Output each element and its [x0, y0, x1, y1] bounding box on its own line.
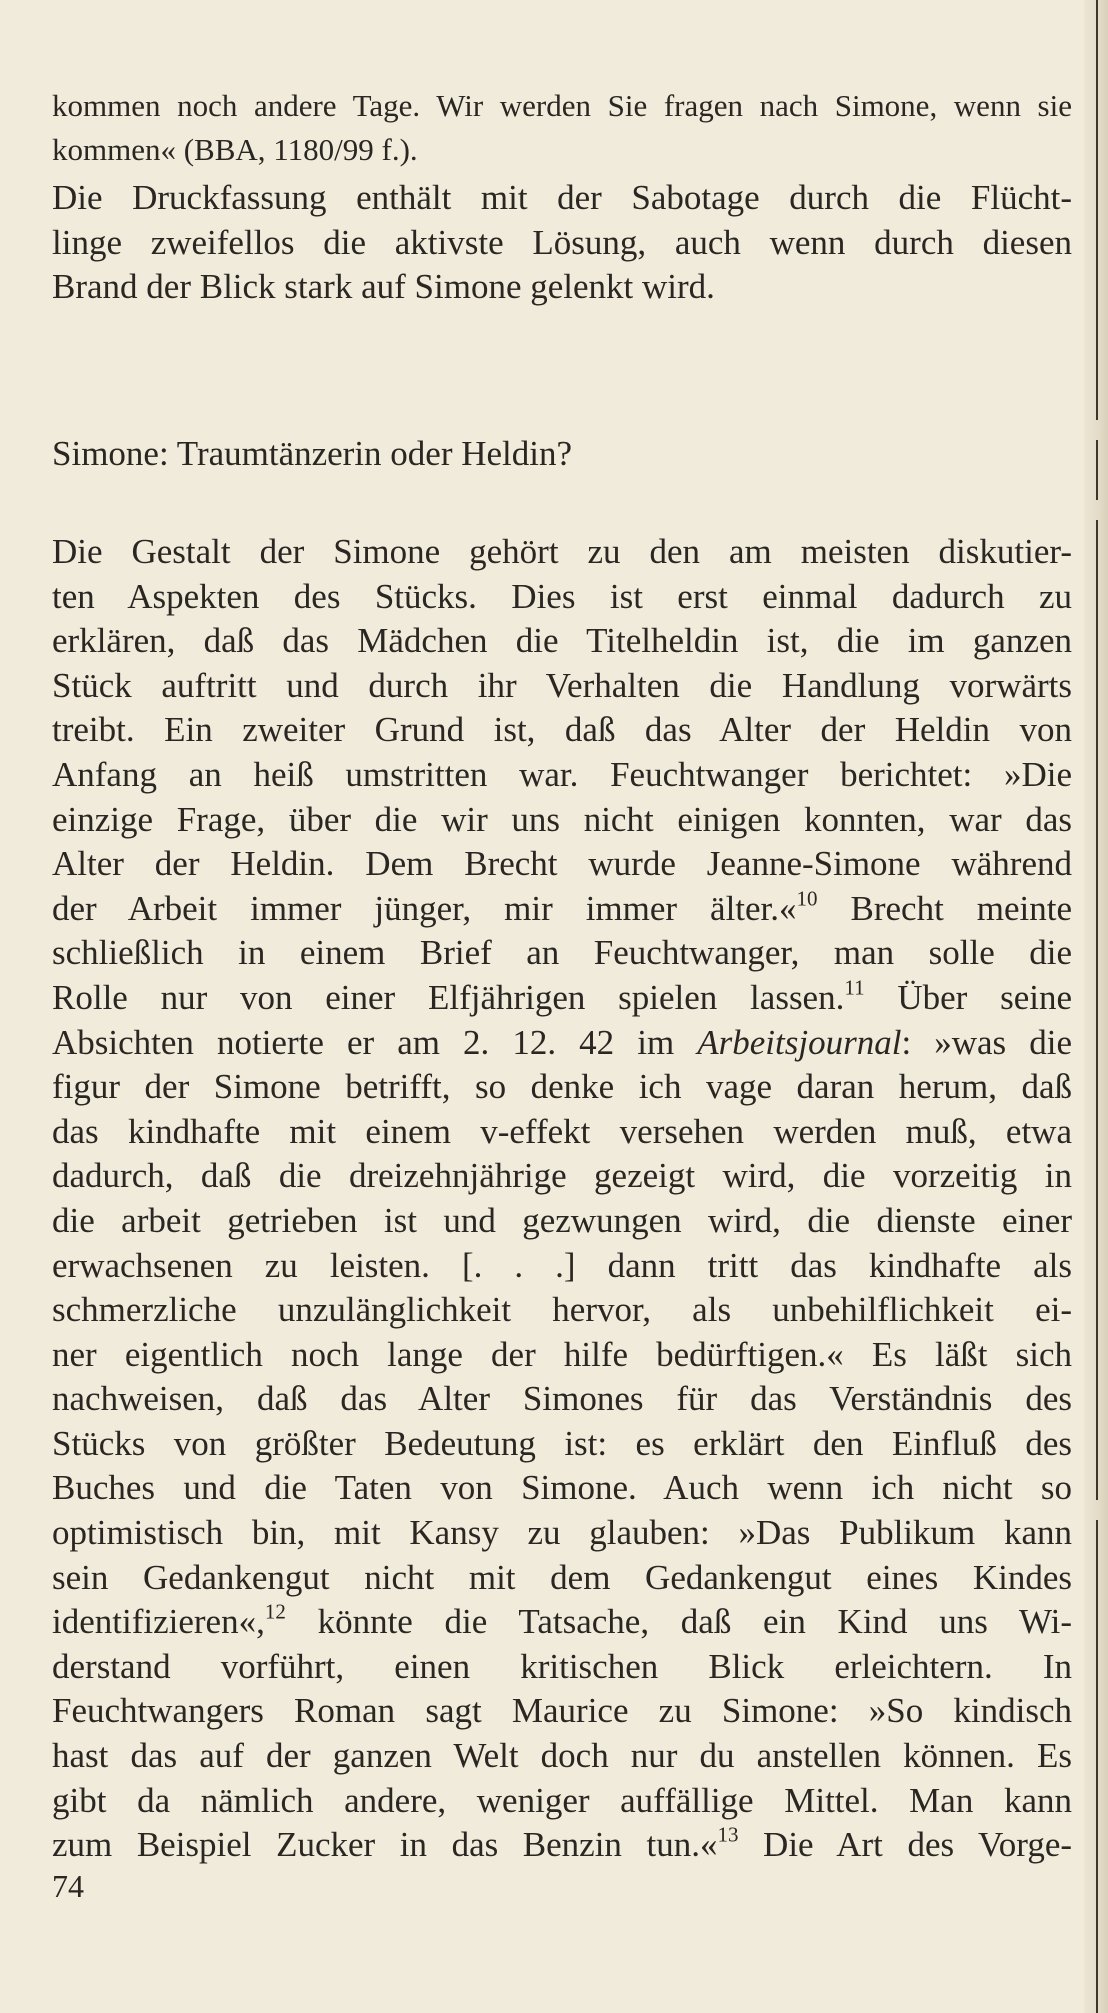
line-text: Die Art des Vorge-: [763, 1825, 1073, 1865]
line-text: identifizieren«,: [52, 1602, 265, 1642]
footnote-marker: 10: [796, 886, 818, 911]
line-text: Brecht meinte: [850, 888, 1072, 928]
text-line: Buches und die Taten von Simone. Auch wenn ich nicht so: [52, 1468, 1072, 1508]
line-text: Absichten notierte er am 2. 12. 42 im: [52, 1022, 675, 1062]
line-text: : »was die: [901, 1022, 1073, 1062]
text-line: die arbeit getrieben ist und gezwungen wird, die dienste einer: [52, 1200, 1072, 1240]
text-line: [52, 976, 1072, 1021]
text-line: sein Gedankengut nicht mit dem Gedankengut eines Kindes: [52, 1557, 1072, 1597]
text-line: Die Gestalt der Simone gehört zu den am meisten diskutier-: [52, 532, 1072, 571]
page-number: 74: [52, 1868, 84, 1904]
text-line: figur der Simone betrifft, so denke ich vage daran herum, daß: [52, 1067, 1072, 1107]
text-line: schmerzliche unzulänglichkeit hervor, als unbehilflichkeit ei-: [52, 1290, 1072, 1330]
text-line: erklären, daß das Mädchen die Titelheldin ist, die im ganzen: [52, 621, 1072, 661]
line-text: könnte die Tatsache, daß ein Kind uns Wi-: [317, 1602, 1072, 1642]
text-line: Brand der Blick stark auf Simone gelenkt wird.: [52, 267, 715, 307]
text-line: erwachsenen zu leisten. [. . .] dann tritt das kindhafte als: [52, 1245, 1072, 1285]
line-text: der Arbeit immer jünger, mir immer älter.«: [52, 888, 797, 928]
text-line: Stücks von größter Bedeutung ist: es erklärt den Einfluß des: [52, 1423, 1072, 1463]
text-line: [52, 1823, 1072, 1868]
page-gutter-line: [1096, 520, 1098, 1500]
text-line: Feuchtwangers Roman sagt Maurice zu Simone: »So kindisch: [52, 1691, 1072, 1731]
text-line: gibt da nämlich andere, weniger auffällige Mittel. Man kann: [52, 1780, 1072, 1820]
text-line: kommen noch andere Tage. Wir werden Sie fragen nach Simone, wenn sie: [52, 88, 1072, 123]
text-line: das kindhafte mit einem v-effekt versehen werden muß, etwa: [52, 1111, 1072, 1151]
text-line: Stück auftritt und durch ihr Verhalten die Handlung vorwärts: [52, 665, 1072, 705]
text-line: optimistisch bin, mit Kansy zu glauben: »Das Publikum kann: [52, 1513, 1072, 1553]
quote-continuation: [52, 84, 1072, 172]
text-line: Alter der Heldin. Dem Brecht wurde Jeanne-Simone während: [52, 844, 1072, 884]
line-text: Über seine: [897, 977, 1072, 1017]
footnote-marker: 12: [264, 1599, 286, 1624]
text-line: kommen« (BBA, 1180/99 f.).: [52, 132, 418, 167]
journal-title: Arbeitsjournal: [697, 1022, 902, 1062]
line-text: Rolle nur von einer Elfjährigen spielen lassen.: [52, 977, 845, 1017]
page-gutter-line: [1096, 1520, 1098, 2013]
text-line: linge zweifellos die aktivste Lösung, auch wenn durch diesen: [52, 222, 1072, 262]
text-line: hast das auf der ganzen Welt doch nur du anstellen können. Es: [52, 1736, 1072, 1776]
text-line: ner eigentlich noch lange der hilfe bedürftigen.« Es läßt sich: [52, 1334, 1072, 1374]
text-line: derstand vorführt, einen kritischen Blick erleichtern. In: [52, 1646, 1072, 1686]
paragraph: [52, 176, 1072, 310]
line-text: zum Beispiel Zucker in das Benzin tun.«: [52, 1825, 718, 1865]
text-line: [52, 887, 1072, 932]
text-line: nachweisen, daß das Alter Simones für das Verständnis des: [52, 1379, 1072, 1419]
section-heading: Simone: Traumtänzerin oder Heldin?: [52, 434, 573, 473]
page-gutter-line: [1096, 0, 1098, 420]
text-line: dadurch, daß die dreizehnjährige gezeigt wird, die vorzeitig in: [52, 1156, 1072, 1196]
text-line: Die Druckfassung enthält mit der Sabotage durch die Flücht-: [52, 178, 1072, 217]
paragraph: [52, 530, 1072, 1868]
text-line: Anfang an heiß umstritten war. Feuchtwanger berichtet: »Die: [52, 754, 1072, 794]
footnote-marker: 11: [844, 975, 865, 1000]
text-line: [52, 1021, 1072, 1066]
text-line: ten Aspekten des Stücks. Dies ist erst einmal dadurch zu: [52, 576, 1072, 616]
footnote-marker: 13: [717, 1822, 739, 1847]
text-line: schließlich in einem Brief an Feuchtwanger, man solle die: [52, 933, 1072, 973]
text-line: [52, 1600, 1072, 1645]
text-line: einzige Frage, über die wir uns nicht einigen konnten, war das: [52, 799, 1072, 839]
page-gutter-line: [1096, 440, 1098, 500]
text-line: treibt. Ein zweiter Grund ist, daß das Alter der Heldin von: [52, 710, 1072, 750]
